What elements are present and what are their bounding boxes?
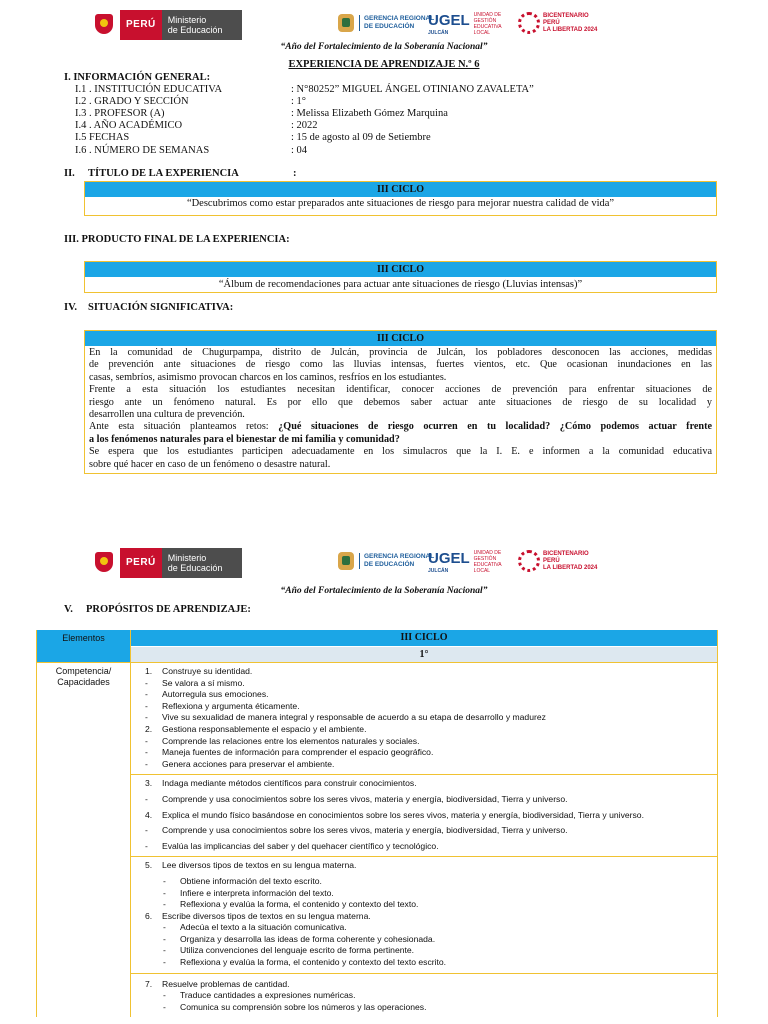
competency-item bbox=[145, 794, 711, 806]
cycle-header: III CICLO bbox=[131, 630, 717, 646]
competency-text: Lee diversos tipos de textos en su lengua materna. bbox=[162, 860, 357, 871]
section-2-title: TÍTULO DE LA EXPERIENCIA bbox=[88, 168, 239, 179]
table-row bbox=[37, 662, 717, 1017]
competency-item bbox=[145, 724, 711, 736]
competency-text: Adecúa el texto a la situación comunicativa. bbox=[180, 922, 347, 933]
competency-text: Comprende y usa conocimientos sobre los seres vivos, materia y energía, biodiversidad, Tierra y universo. bbox=[162, 793, 568, 804]
bicentenario-logo: BICENTENARIO PERÚ LA LIBERTAD 2024 bbox=[518, 12, 597, 34]
competency-text: Comprende y usa conocimientos sobre los seres vivos, materia y energía, biodiversidad, Tierra y universo. bbox=[162, 825, 568, 836]
situation-line: Frente a esta situación los estudiantes necesitan identificar, conocer acciones de prevención para enfrentar situaciones de bbox=[89, 384, 712, 396]
gre-emblem-icon bbox=[338, 552, 354, 570]
minedu-logo bbox=[88, 10, 242, 40]
gre-logo: GERENCIA REGIONAL DE EDUCACIÓN bbox=[338, 552, 434, 570]
list-marker: - bbox=[163, 1001, 166, 1012]
list-marker: 6. bbox=[145, 910, 153, 921]
bicentenario-ring-icon bbox=[518, 550, 540, 572]
competency-item bbox=[145, 666, 711, 678]
competency-item bbox=[145, 899, 711, 911]
peru-seal-icon bbox=[88, 548, 120, 578]
experience-title-text: “Descubrimos como estar preparados ante situaciones de riesgo para mejorar nuestra calidad de vida” bbox=[186, 198, 615, 209]
list-marker: 2. bbox=[145, 723, 153, 734]
list-marker: 5. bbox=[145, 860, 153, 871]
competency-text: Traduce cantidades a expresiones numéricas. bbox=[180, 990, 356, 1001]
competency-text: Construye su identidad. bbox=[162, 666, 253, 676]
competency-text: Vive su sexualidad de manera integral y responsable de acuerdo a su etapa de desarrollo y madurez bbox=[162, 712, 546, 723]
list-marker: 1. bbox=[145, 666, 153, 676]
competency-item bbox=[145, 778, 711, 790]
peru-seal-icon bbox=[88, 10, 120, 40]
list-marker: - bbox=[163, 933, 166, 944]
list-marker: - bbox=[163, 957, 166, 968]
situation-line: de prevención ante situaciones de riesgo como las lluvias intensas, fuertes vientos, etc. Que ocasionan inundaciones en las bbox=[89, 359, 712, 371]
competency-item bbox=[145, 689, 711, 701]
competency-item bbox=[145, 712, 711, 724]
cycle-header: III CICLO bbox=[85, 262, 716, 277]
list-marker: - bbox=[163, 945, 166, 956]
competency-text: Gestiona responsablemente el espacio y el ambiente. bbox=[162, 723, 367, 734]
cycle-header: III CICLO bbox=[85, 182, 716, 197]
competency-item bbox=[145, 841, 711, 853]
competencies-block-science bbox=[131, 774, 717, 856]
ugel-logo: UGEL JULCÁN UNIDAD DE GESTIÓN EDUCATIVA LOCAL bbox=[428, 550, 502, 574]
situation-text bbox=[85, 346, 716, 473]
final-product-box bbox=[84, 261, 717, 293]
competency-item bbox=[145, 810, 711, 822]
document-page: PERÚ Ministerio de Educación GERENCIA REGIONAL DE EDUCACIÓN UGEL JULCÁN UNIDAD DE GESTIÓN EDUCATIVA LOCAL BICENTENARIO PERÚ LA LIBERTAD 2024 “Año del Fortalecimiento de la Soberanía Nacional” EXPERIENCIA DE APRENDIZAJE N.º 6 I. INFORMACIÓN GENERAL: I.1 . INSTITUCIÓN EDUCATIVA : N°80252” MIGUEL ÁNGEL OTINIANO ZAVALETA” I.2 . GRADO Y SECCIÓN : 1° I.3 . PROFESOR (A) : Melissa Elizabeth Gómez Marquina I.4 . AÑO ACADÉMICO : 2022 I.5 FECHAS : 15 de agosto al 09 de Setiembre I.6 . NÚMERO DE SEMANAS : 04 II. TÍTULO DE LA EXPERIENCIA : III CICLO “Descubrimos como estar preparados ante situaciones de riesgo para mejorar nuestra calidad de vida” III. PRODUCTO FINAL DE LA EXPERIENCIA: III CICLO “Álbum de recomendaciones para actuar ante situaciones de riesgo (Lluvias intensas)” IV. SITUACIÓN SIGNIFICATIVA: III CICLO En la comunidad de Chugurpampa, distrito de Julcán, provincia de Julcán, los pobladores desconocen las acciones, medidas de prevención ante situaciones de riesgo como las lluvias intensas, fuertes vientos, etc. Que ocasionan inundaciones en las casas, sembríos, asimismo provocan charcos en los caminos, resfríos en los estudiantes. Frente a esta situación los estudiantes necesitan identificar, conocer acciones de prevención para enfrentar situaciones de riesgo ante un fenómeno natural. Es por ello que debemos saber actuar ante situaciones de riesgo de su localidad y desarrollen una cultura de prevención. Ante esta situación planteamos retos: ¿Qué situaciones de riesgo ocurren en tu localidad? ¿Cómo podemos actuar frente a los fenómenos naturales para el bienestar de mi familia y comunidad? Se espera que los estudiantes participen adecuadamente en los simulacros que la I. E. e informen a la comunidad educativa sobre qué hacer en caso de un fenómeno o desastre natural. PERÚ Ministerio de Educación GERENCIA REGIONAL DE EDUCACIÓN UGEL JULCÁN UNIDAD DE GESTIÓN EDUCATIVA LOCAL BICENTENARIO PERÚ LA LIBERTAD 2024 “Año del Fortalecimiento de la Soberanía Nacional” V. PROPÓSITOS DE APRENDIZAJE: Elementos III CICLO 1° Competencia/ Capacidades 1. Construye su identidad. - Se valora a sí mismo. - Autorregula sus emociones. - Reflexiona y argumenta éticamente. - Vive su sexualidad de manera integral y responsable de acuerdo a su etapa de desarrollo y madurez 2. Gestiona responsablemente el espacio y el ambiente. - Comprende las relaciones entre los elementos naturales y sociales. - Maneja fuentes de información para comprender el espacio geográfico. - Genera acciones para preservar el ambiente. 3. Indaga mediante métodos científicos para construir conocimientos. - Comprende y usa conocimientos sobre los seres vivos, materia y energía, biodiversidad, Tierra y universo. 4. Explica el mundo físico basándose en conocimientos sobre los seres vivos, materia y energía, biodiversidad, Tierra y universo. - Comprende y usa conocimientos sobre los seres vivos, materia y energía, biodiversidad, Tierra y universo. - Evalúa las implicancias del saber y del quehacer científico y tecnológico. 5. Lee diversos tipos de textos en su lengua materna. - Obtiene información del texto escrito. - Infiere e interpreta información del texto. - Reflexiona y evalúa la forma, el contenido y contexto del texto. 6. Escribe diversos tipos de textos en su lengua materna. - Adecúa el texto a la situación comunicativa. - Organiza y desarrolla las ideas de forma coherente y cohesionada. - Utiliza convenciones del lenguaje escrito de forma pertinente. - Reflexiona y evalúa la forma, el contenido y contexto del texto escrito. 7. Resuelve problemas de cantidad. - Traduce cantidades a expresiones numéricas. - Comunica su comprensión sobre los números y las operaciones. bbox=[0, 0, 768, 1024]
bicentenario-logo: BICENTENARIO PERÚ LA LIBERTAD 2024 bbox=[518, 550, 597, 572]
challenge-question: Ante esta situación planteamos retos: ¿Qué situaciones de riesgo ocurren en tu localidad? ¿Cómo podemos actuar frente bbox=[89, 421, 713, 433]
gre-logo: GERENCIA REGIONAL DE EDUCACIÓN bbox=[338, 14, 434, 32]
competency-item bbox=[145, 1002, 711, 1014]
header-logos bbox=[0, 548, 768, 582]
competency-item bbox=[145, 876, 711, 888]
situation-line: En la comunidad de Chugurpampa, distrito de Julcán, provincia de Julcán, los pobladores desconocen las acciones, medidas bbox=[89, 347, 712, 358]
situation-line: sobre qué hacer en caso de un fenómeno o desastre natural. bbox=[89, 458, 331, 470]
list-marker: - bbox=[145, 840, 148, 851]
list-marker: - bbox=[163, 899, 166, 910]
list-marker: - bbox=[145, 758, 148, 769]
learning-purposes-table bbox=[36, 630, 718, 1017]
competency-item bbox=[145, 990, 711, 1002]
situation-line: desarrollen una cultura de prevención. bbox=[89, 409, 245, 421]
peru-label: PERÚ bbox=[120, 548, 162, 578]
competency-text: Genera acciones para preservar el ambiente. bbox=[162, 758, 335, 769]
list-marker: - bbox=[145, 825, 148, 836]
competency-item bbox=[145, 759, 711, 771]
ministerio-label: Ministerio de Educación bbox=[162, 548, 243, 578]
list-marker: - bbox=[145, 677, 148, 688]
experience-title: EXPERIENCIA DE APRENDIZAJE N.º 6 bbox=[288, 59, 480, 70]
bicentenario-ring-icon bbox=[518, 12, 540, 34]
situation-line: Se espera que los estudiantes participen adecuadamente en los simulacros que la I. E. e informen a la comunidad educativa bbox=[89, 446, 712, 458]
table-header-row bbox=[37, 630, 717, 662]
competency-item bbox=[145, 911, 711, 923]
competency-item bbox=[145, 957, 711, 969]
competency-text: Explica el mundo físico basándose en conocimientos sobre los seres vivos, materia y energía, biodiversidad, Tierra y universo. bbox=[162, 809, 644, 820]
list-marker: - bbox=[163, 990, 166, 1001]
section-5-title: PROPÓSITOS DE APRENDIZAJE: bbox=[86, 604, 251, 615]
list-marker: - bbox=[145, 689, 148, 700]
competency-text: Obtiene información del texto escrito. bbox=[180, 875, 322, 886]
competencies-block-communication bbox=[131, 856, 717, 972]
competencies-block-math bbox=[131, 973, 717, 1018]
competency-text: Reflexiona y evalúa la forma, el contenido y contexto del texto escrito. bbox=[180, 957, 447, 968]
list-marker: - bbox=[145, 735, 148, 746]
year-title: “Año del Fortalecimiento de la Soberanía Nacional” bbox=[280, 42, 488, 52]
elements-column-header: Elementos bbox=[37, 630, 131, 662]
section-5-number: V. bbox=[64, 604, 73, 615]
situation-line: casas, sembríos, asimismo provocan charcos en los caminos, resfríos en los estudiantes. bbox=[89, 371, 447, 383]
ugel-logo: UGEL JULCÁN UNIDAD DE GESTIÓN EDUCATIVA LOCAL bbox=[428, 12, 502, 36]
cycle-header: III CICLO bbox=[85, 331, 716, 346]
section-4-number: IV. bbox=[64, 302, 77, 313]
competency-text: Autorregula sus emociones. bbox=[162, 689, 269, 700]
competency-text: Resuelve problemas de cantidad. bbox=[162, 978, 290, 989]
competency-text: Comunica su comprensión sobre los números y las operaciones. bbox=[180, 1001, 427, 1012]
peru-label: PERÚ bbox=[120, 10, 162, 40]
header-logos bbox=[0, 10, 768, 44]
competency-text: Utiliza convenciones del lenguaje escrito de forma pertinente. bbox=[180, 945, 415, 956]
competency-item bbox=[145, 888, 711, 900]
competency-item bbox=[145, 736, 711, 748]
situation-line: riesgo ante un fenómeno natural. Es por ello que debemos saber actuar ante situaciones de riesgo de su localidad y bbox=[89, 396, 712, 408]
competency-text: Maneja fuentes de información para comprender el espacio geográfico. bbox=[162, 747, 434, 758]
list-marker: 3. bbox=[145, 778, 153, 789]
list-marker: 4. bbox=[145, 809, 153, 820]
gre-emblem-icon bbox=[338, 14, 354, 32]
competency-item bbox=[145, 860, 711, 872]
ministerio-label: Ministerio de Educación bbox=[162, 10, 243, 40]
final-product-text: “Álbum de recomendaciones para actuar ante situaciones de riesgo (Lluvias intensas)” bbox=[218, 279, 583, 290]
list-marker: - bbox=[163, 875, 166, 886]
competency-item bbox=[145, 678, 711, 690]
competency-item bbox=[145, 934, 711, 946]
competency-text: Evalúa las implicancias del saber y del quehacer científico y tecnológico. bbox=[162, 840, 439, 851]
section-2-colon: : bbox=[293, 168, 297, 179]
competency-item bbox=[145, 701, 711, 713]
competency-item bbox=[145, 979, 711, 991]
list-marker: - bbox=[145, 700, 148, 711]
competency-text: Se valora a sí mismo. bbox=[162, 677, 245, 688]
year-title: “Año del Fortalecimiento de la Soberanía Nacional” bbox=[280, 586, 488, 596]
competency-item bbox=[145, 945, 711, 957]
competency-item bbox=[145, 747, 711, 759]
competency-text: Comprende las relaciones entre los elementos naturales y sociales. bbox=[162, 735, 420, 746]
grade-header: 1° bbox=[131, 646, 717, 662]
list-marker: - bbox=[145, 793, 148, 804]
competency-text: Infiere e interpreta información del texto. bbox=[180, 887, 334, 898]
section-1-title: I. INFORMACIÓN GENERAL: bbox=[64, 72, 211, 83]
competency-text: Reflexiona y argumenta éticamente. bbox=[162, 700, 300, 711]
minedu-logo bbox=[88, 548, 242, 578]
section-3-title: III. PRODUCTO FINAL DE LA EXPERIENCIA: bbox=[64, 234, 290, 245]
competency-item bbox=[145, 825, 711, 837]
challenge-question: a los fenómenos naturales para el bienestar de mi familia y comunidad? bbox=[89, 433, 400, 445]
list-marker: 7. bbox=[145, 978, 153, 989]
list-marker: - bbox=[145, 747, 148, 758]
competency-text: Reflexiona y evalúa la forma, el contenido y contexto del texto. bbox=[180, 899, 419, 910]
section-4-title: SITUACIÓN SIGNIFICATIVA: bbox=[88, 302, 234, 313]
competencias-label: Competencia/ Capacidades bbox=[37, 662, 131, 1017]
competency-text: Indaga mediante métodos científicos para construir conocimientos. bbox=[162, 778, 417, 789]
situation-box bbox=[84, 330, 717, 474]
competency-text: Organiza y desarrolla las ideas de forma coherente y cohesionada. bbox=[180, 933, 436, 944]
competency-text: Escribe diversos tipos de textos en su lengua materna. bbox=[162, 910, 371, 921]
section-2-number: II. bbox=[64, 168, 75, 179]
competencies-block-personal-social bbox=[131, 662, 717, 774]
list-marker: - bbox=[163, 922, 166, 933]
competency-item bbox=[145, 922, 711, 934]
list-marker: - bbox=[145, 712, 148, 723]
list-marker: - bbox=[163, 887, 166, 898]
experience-title-box bbox=[84, 181, 717, 216]
